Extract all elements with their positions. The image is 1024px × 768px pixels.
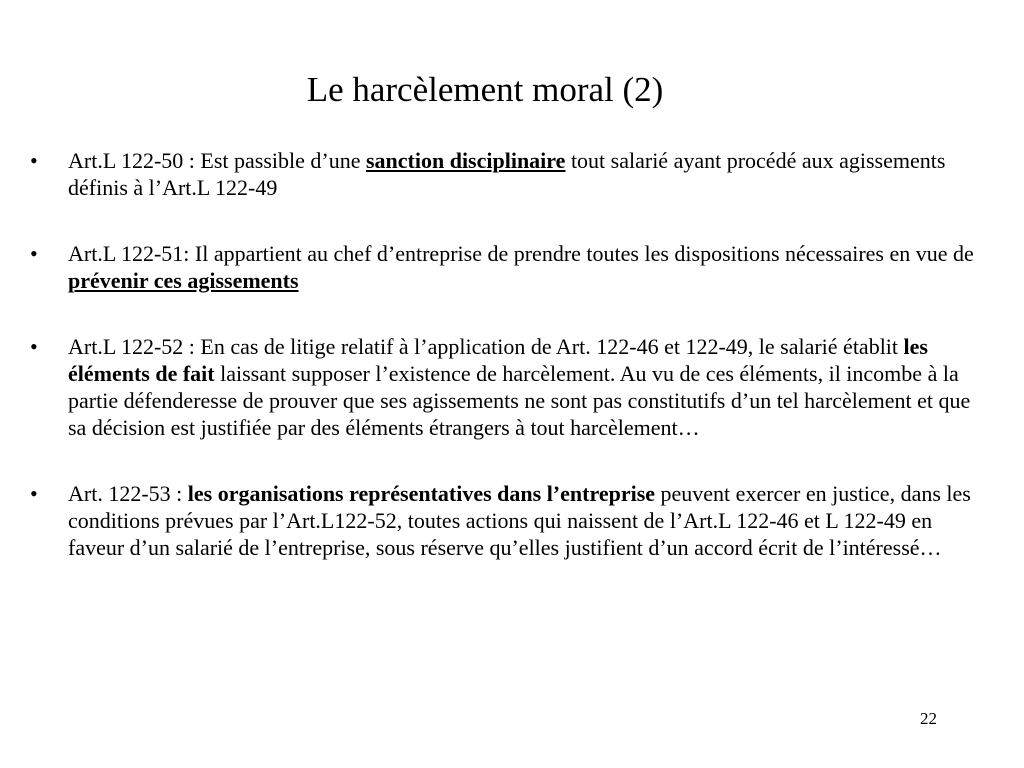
emphasis-run: les organisations représentatives dans l’entreprise (187, 481, 656, 506)
bullet-text (68, 481, 971, 560)
text-run: Art.L 122-51: Il appartient au chef d’entreprise de prendre toutes les dispositions nécessaires en vue de (68, 241, 974, 266)
text-run: tout salarié ayant procédé aux agissements définis à l’Art.L 122-49 (68, 148, 946, 200)
bullet-item (30, 333, 990, 441)
bullet-dot-icon: • (30, 481, 38, 506)
emphasis-run: prévenir ces agissements (68, 268, 299, 293)
bullet-text (68, 241, 974, 293)
bullet-item (30, 147, 990, 201)
slide-title: Le harcèlement moral (2) (306, 70, 664, 109)
bullet-dot-icon: • (30, 148, 38, 173)
emphasis-run: les éléments de fait (68, 334, 928, 386)
page-number: 22 (920, 709, 937, 728)
text-run: Art.L 122-50 : Est passible d’une (68, 148, 366, 173)
bullet-dot-icon: • (30, 241, 38, 266)
bullet-item (30, 240, 990, 294)
emphasis-run: sanction disciplinaire (365, 148, 566, 173)
bullet-text (68, 334, 970, 440)
text-run: Art. 122-53 : (68, 481, 188, 506)
bullet-dot-icon: • (30, 334, 38, 359)
text-run: Art.L 122-52 : En cas de litige relatif à l’application de Art. 122-46 et 122-49, le salarié établit (68, 334, 904, 359)
text-run: peuvent exercer en justice, dans les conditions prévues par l’Art.L122-52, toutes actions qui naissent de l’Art.L 122-46 et L 122-49 en faveur d’un salarié de l’entreprise, sous réserve qu’elles justifient d’un accord écrit de l’intéressé… (68, 481, 971, 560)
text-run: laissant supposer l’existence de harcèlement. Au vu de ces éléments, il incombe à la partie défenderesse de prouver que ses agissements ne sont pas constitutifs d’un tel harcèlement et que sa décision est justifiée par des éléments étrangers à tout harcèlement… (68, 361, 971, 440)
bullet-list (30, 147, 990, 600)
bullet-text (68, 148, 945, 200)
bullet-item (30, 480, 990, 561)
